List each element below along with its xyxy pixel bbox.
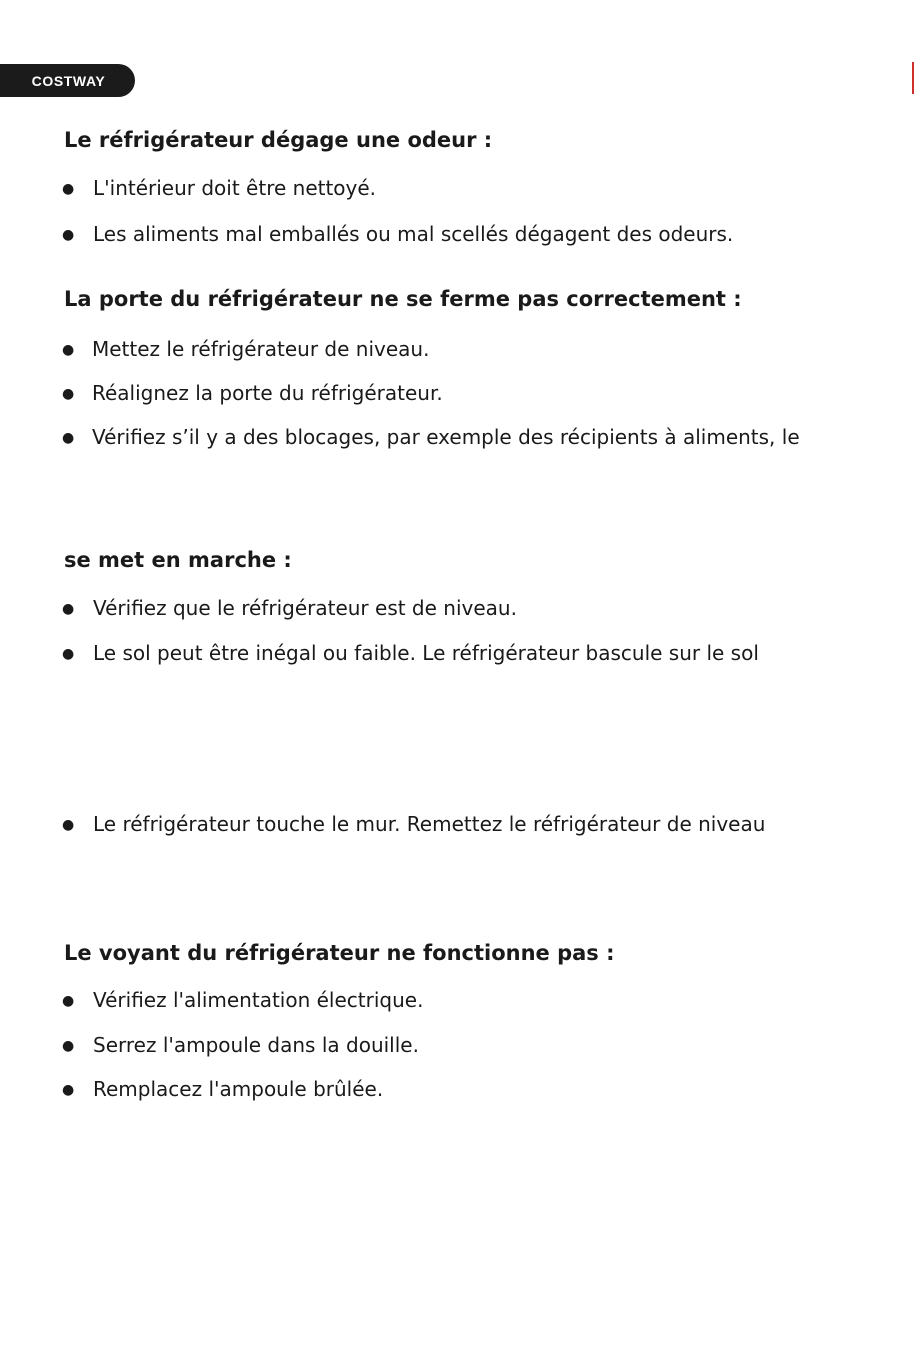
list-item [62,222,733,246]
bullet-icon: ● [62,227,75,243]
list-item [62,812,765,836]
list-item [62,1077,383,1101]
list-item [62,641,759,665]
bullet-icon: ● [62,601,75,617]
heading-door: La porte du réfrigérateur ne se ferme pas correctement : [64,287,742,311]
heading-odor: Le réfrigérateur dégage une odeur : [64,128,493,152]
list-item-text: Le sol peut être inégal ou faible. Le réfrigérateur bascule sur le sol [93,641,759,665]
bullet-icon: ● [62,1038,75,1054]
brand-name: COSTWAY [31,72,106,89]
list-item-text: Vérifiez s’il y a des blocages, par exemple des récipients à aliments, le [92,425,800,449]
list-item-text: Le réfrigérateur touche le mur. Remettez le réfrigérateur de niveau [93,812,766,836]
list-item-text: Les aliments mal emballés ou mal scellés dégagent des odeurs. [93,222,734,246]
brand-logo-tab [0,64,135,97]
list-item-text: Remplacez l'ampoule brûlée. [93,1077,384,1101]
bullet-icon: ● [62,181,75,197]
list-item-text: Serrez l'ampoule dans la douille. [93,1033,419,1057]
list-item [62,176,376,200]
list-item [62,596,517,620]
bullet-icon: ● [62,646,75,662]
list-item [62,381,443,405]
list-item [62,988,423,1012]
bullet-icon: ● [62,993,75,1009]
bullet-icon: ● [62,1082,75,1098]
list-item [62,1033,419,1057]
bullet-icon: ● [62,430,75,446]
list-item-text: L'intérieur doit être nettoyé. [93,176,377,200]
list-item-text: Vérifiez que le réfrigérateur est de niveau. [93,596,517,620]
heading-start: se met en marche : [64,548,292,572]
heading-light: Le voyant du réfrigérateur ne fonctionne pas : [64,941,615,965]
bullet-icon: ● [62,386,75,402]
list-item-text: Réalignez la porte du réfrigérateur. [92,381,443,405]
bullet-icon: ● [62,342,75,358]
list-item [62,337,429,361]
list-item [62,425,800,449]
list-item-text: Mettez le réfrigérateur de niveau. [92,337,430,361]
bullet-icon: ● [62,817,75,833]
list-item-text: Vérifiez l'alimentation électrique. [93,988,424,1012]
